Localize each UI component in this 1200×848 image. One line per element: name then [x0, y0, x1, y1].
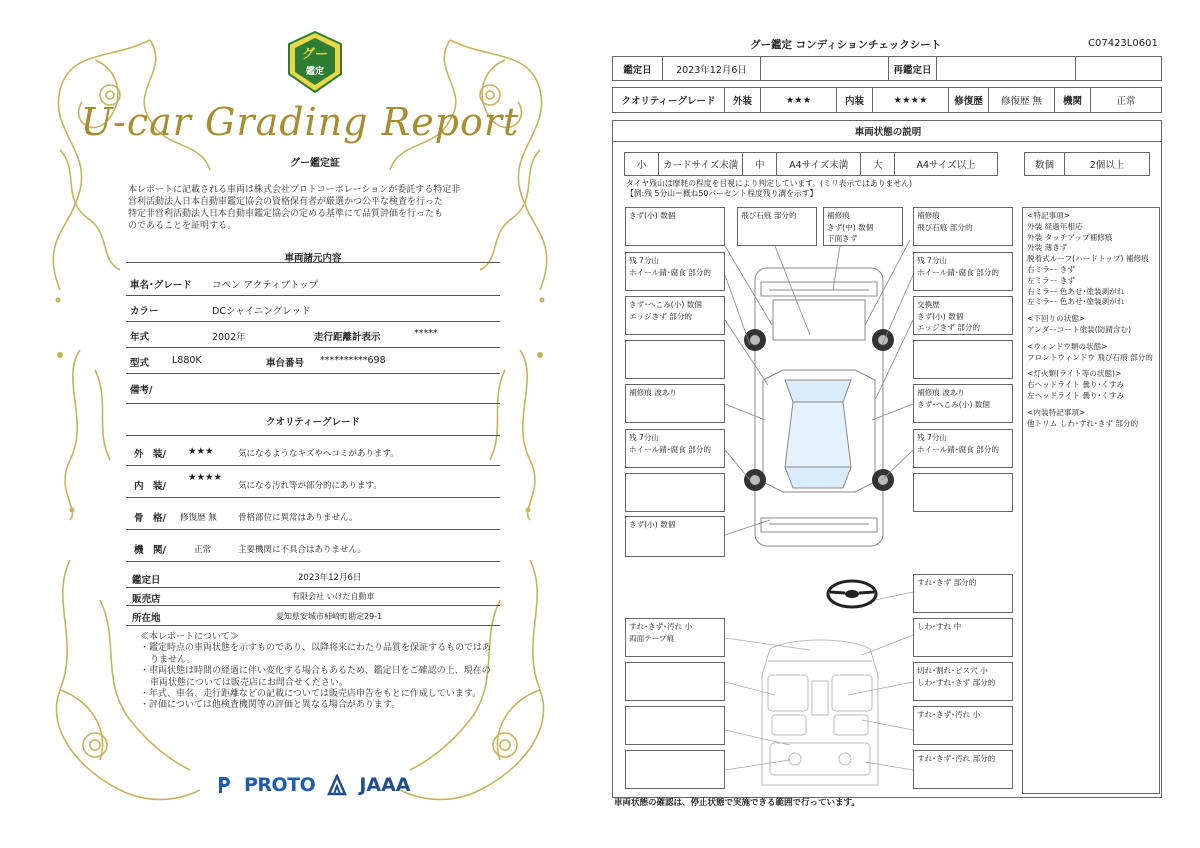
spec-row-remarks	[126, 376, 500, 404]
spec-row-model	[126, 350, 500, 374]
condition-text: 飛び石痕 部分的	[741, 211, 797, 220]
exterior-label: 外装	[725, 88, 761, 113]
condition-box-empty	[625, 706, 725, 745]
condition-box-empty	[625, 750, 725, 789]
cert-line: 営利活動法人日本自動車鑑定協会の資格保有者が厳選かつ公平な検査を行った	[128, 197, 444, 207]
info-value: 有限会社 いけだ自動車	[292, 592, 375, 601]
condition-text: きず･へこみ(小) 数個	[917, 400, 990, 409]
condition-text: きず(小) 数個	[629, 211, 676, 220]
info-row-address	[126, 606, 500, 626]
spec-value: DCシャイニングレッド	[212, 306, 311, 317]
condition-text: エッジきず 部分的	[917, 323, 981, 332]
proto-logo: PROTO	[244, 774, 316, 796]
condition-text: 補修痕 波あり	[917, 388, 965, 397]
condition-text: 飛び石痕 部分的	[917, 223, 973, 232]
legend-cell: カードサイズ未満	[659, 153, 743, 176]
condition-box	[625, 618, 725, 657]
special-item: 左ミラー きず	[1027, 275, 1075, 285]
legend-cell: 小	[625, 153, 659, 176]
condition-text: エッジきず 部分的	[629, 312, 693, 321]
svg-text:グー: グー	[301, 47, 329, 62]
info-row-shop	[126, 588, 500, 606]
jaaa-logo: JAAA	[359, 774, 411, 796]
legend-cell: 2個以上	[1065, 153, 1150, 176]
report-script-title: U-car Grading Report	[80, 100, 520, 144]
special-heading: <下回りの状態>	[1027, 314, 1086, 324]
special-heading: <ウィンドウ類の状態>	[1027, 341, 1108, 351]
legend-cell: A4サイズ以上	[895, 153, 998, 176]
condition-text: 補修痕	[827, 211, 850, 220]
special-item: 外装 タッチアップ補修痕	[1027, 232, 1113, 242]
condition-text: きず(小) 数個	[629, 520, 676, 529]
condition-text: すれ･きず･汚れ 小	[629, 622, 693, 631]
condition-box	[913, 706, 1013, 745]
note-item: ・車両状態は時間の経過に伴い変化する場合もあるため、鑑定日をご確認の上、現在の車両状態については販売店にお問合せください。	[140, 666, 491, 688]
special-item: アンダーコート塗装(防錆含む)	[1027, 324, 1132, 334]
quality-label: 内 装/	[134, 481, 166, 492]
jaaa-mark-icon	[327, 774, 347, 796]
sheet-title: グー鑑定 コンディションチェックシート	[750, 39, 942, 51]
divider	[126, 262, 500, 263]
quality-row-interior	[126, 470, 500, 498]
cert-line: のであることを証明する。	[128, 221, 237, 231]
special-item: 左ヘッドライト 曇り･くすみ	[1027, 390, 1125, 400]
special-heading: <特記事項>	[1027, 211, 1071, 220]
spec-value: L880K	[172, 355, 202, 366]
info-value: 愛知県安城市柿崎町勘定29-1	[276, 612, 383, 621]
special-heading: <内装特記事項>	[1027, 407, 1086, 417]
note-item: ・年式、車名、走行距離などの記載については販売店申告をもとに作成しています。	[140, 689, 482, 700]
condition-text: きず･へこみ(小) 数個	[629, 300, 702, 309]
repair-value: 修復歴 無	[989, 88, 1055, 113]
special-item: 外装 経過年相応	[1027, 221, 1083, 231]
certificate-text	[128, 184, 498, 232]
spec-row-year	[126, 324, 500, 348]
condition-text: すれ･きず･汚れ 部分的	[917, 754, 996, 763]
divider	[126, 426, 500, 436]
special-item: 他トリム しわ･すれ･きず 部分的	[1027, 418, 1139, 428]
quality-value: 正常	[194, 545, 212, 555]
condition-text: ホイール錆･腐食 部分的	[629, 445, 711, 454]
condition-box	[913, 618, 1013, 657]
condition-box	[913, 750, 1013, 789]
quality-label: 骨 格/	[134, 513, 166, 524]
condition-text: しわ･すれ 中	[917, 622, 962, 631]
condition-text: ホイール錆･腐食 部分的	[917, 268, 999, 277]
note-item: ・評価については他検査機関等の評価と異なる場合があります。	[140, 700, 401, 711]
spec-value: 2002年	[212, 332, 246, 343]
tire-note: 【例:残 5分山＝概ね50パーセント程度残り溝を示す】	[626, 189, 818, 198]
quality-text: 気になるようなキズやヘコミがあります。	[238, 449, 399, 459]
legend-cell: A4サイズ未満	[777, 153, 861, 176]
spec-label: カラー	[130, 306, 159, 317]
engine-label: 機関	[1055, 88, 1091, 113]
condition-text: 残 7分山	[629, 433, 660, 442]
condition-text: しわ･すれ･きず 部分的	[917, 678, 996, 687]
condition-text: 交換歴	[917, 300, 940, 309]
special-heading: <灯火類(ライト等の状態)>	[1027, 369, 1122, 379]
tire-note: タイヤ残山は摩耗の程度を目視により判定しています。(ミリ表示ではありません)	[626, 179, 912, 188]
quality-row-engine	[126, 534, 500, 562]
spec-label: 備考/	[130, 385, 153, 396]
condition-text: 補修痕	[917, 211, 940, 220]
condition-text: きず(中) 数個	[827, 222, 874, 232]
special-item: 左ミラー 色あせ･塗装剥がれ	[1027, 297, 1125, 307]
exterior-value: ★★★	[761, 88, 837, 113]
proto-mark-icon	[216, 775, 232, 795]
svg-text:鑑定: 鑑定	[305, 67, 325, 77]
condition-box	[913, 574, 1013, 613]
spec-row-name	[126, 272, 500, 296]
spec-label: 車名･グレード	[130, 280, 192, 291]
spec-label: 年式	[130, 332, 150, 343]
special-item: 右ヘッドライト 曇り･くすみ	[1027, 380, 1125, 390]
condition-check-sheet	[600, 0, 1200, 848]
condition-text: ホイール錆･腐食 部分的	[629, 268, 711, 277]
info-label: 鑑定日	[132, 575, 161, 586]
condition-text: 切れ･割れ･ピス穴 小	[917, 666, 988, 675]
condition-text: 補修痕 波あり	[629, 388, 677, 397]
quality-value: 修復歴 無	[180, 513, 217, 523]
footer-note: 車両状態の確認は、停止状態で実施できる範囲で行っています。	[614, 798, 860, 808]
spec-row-color	[126, 298, 500, 322]
info-label: 販売店	[132, 594, 161, 605]
info-row-date	[126, 568, 500, 588]
special-notes-box	[1022, 207, 1160, 794]
spec-label: 車台番号	[266, 358, 305, 369]
quality-text: 主要機関に不具合はありません。	[238, 545, 367, 555]
goo-kantei-badge-icon	[286, 30, 344, 94]
quality-text: 骨格部位に異常はありません。	[238, 513, 358, 523]
date-label: 鑑定日	[613, 57, 663, 81]
info-label: 所在地	[132, 613, 161, 624]
spec-value: **********698	[320, 355, 386, 366]
condition-text: 残 7分山	[917, 433, 948, 442]
special-item: 外装 薄きず	[1027, 243, 1068, 253]
condition-text: すれ･きず 部分的	[917, 578, 977, 587]
certificate-title: グー鑑定証	[290, 158, 340, 169]
legend-cell: 中	[743, 153, 777, 176]
sheet-code: C07423L0601	[1088, 38, 1158, 49]
notes-title: ≪本レポートについて≫	[140, 632, 239, 642]
spec-value: コペン アクティブトップ	[212, 280, 319, 291]
quality-label: 機 関/	[134, 545, 166, 556]
specs-title: 車両諸元内容	[284, 253, 342, 264]
condition-text: 残 7分山	[629, 256, 660, 265]
quality-label: 外 装/	[134, 449, 166, 460]
condition-text: ホイール錆･腐食 部分的	[917, 445, 999, 454]
condition-text: すれ･きず･汚れ 小	[917, 710, 981, 719]
quality-title: クオリティーグレード	[265, 417, 361, 428]
logo-area	[216, 770, 411, 800]
interior-label: 内装	[837, 88, 873, 113]
spec-value: *****	[414, 328, 438, 339]
condition-text: きず(小) 数個	[917, 311, 964, 321]
repair-label: 修復歴	[949, 88, 989, 113]
report-notes	[140, 632, 492, 712]
cert-line: 本レポートに記載される車両は株式会社プロトコーポレーションが委託する特定非	[128, 185, 461, 195]
quality-text: 気になる汚れ等が部分的にあります。	[238, 481, 382, 491]
condition-text: 下面きず	[827, 234, 858, 243]
cert-line: 特定非営利活動法人日本自動車鑑定協会の定める基準にて品質評価を行ったも	[128, 209, 444, 219]
condition-text: 残 7分山	[917, 256, 948, 265]
note-item: ・鑑定時点の車両状態を示すものであり、以降将来にわたり品質を保証するものではありません。	[140, 643, 492, 665]
condition-text: 両面テープ痕	[629, 634, 675, 643]
reinspect-label: 再鑑定日	[889, 57, 937, 81]
spec-label: 走行距離計表示	[314, 332, 381, 343]
engine-value: 正常	[1091, 88, 1162, 113]
info-value: 2023年12月6日	[298, 573, 362, 583]
condition-box	[913, 662, 1013, 701]
legend-cell: 数個	[1025, 153, 1065, 176]
quality-row-frame	[126, 502, 500, 530]
special-item: 右ミラー 色あせ･塗装剥がれ	[1027, 286, 1125, 296]
spec-label: 型式	[130, 358, 150, 369]
quality-stars: ★★★	[188, 446, 214, 457]
special-item: フロントウィンドウ 飛び石痕 部分的	[1027, 352, 1153, 362]
interior-value: ★★★★	[873, 88, 949, 113]
panel-title: 車両状態の説明	[854, 127, 922, 138]
date-value: 2023年12月6日	[663, 57, 761, 81]
special-item: 脱着式ルーフ(ハードトップ) 補修痕	[1027, 254, 1149, 264]
special-item: 右ミラー きず	[1027, 264, 1075, 274]
grade-label: クオリティーグレード	[613, 88, 725, 113]
condition-box-empty	[625, 662, 725, 701]
quality-stars: ★★★★	[188, 472, 223, 483]
legend-cell: 大	[861, 153, 895, 176]
quality-row-exterior	[126, 440, 500, 466]
